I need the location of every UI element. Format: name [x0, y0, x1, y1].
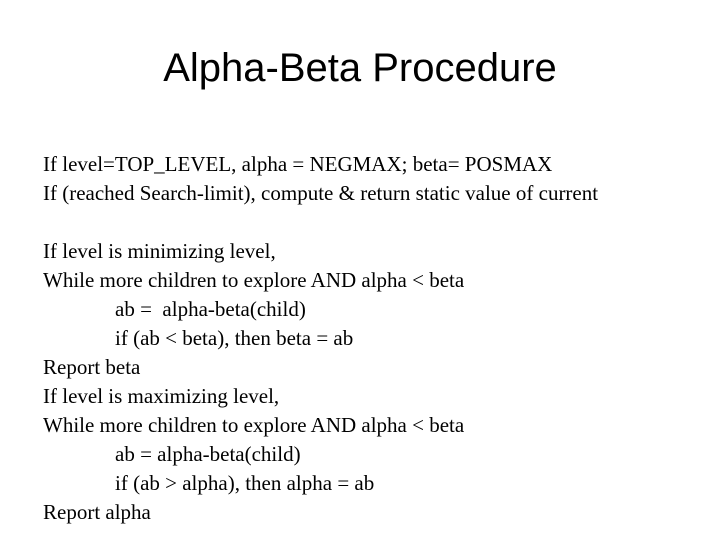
line-max-if: if (ab > alpha), then alpha = ab — [115, 471, 375, 495]
line-max-while: While more children to explore AND alpha < beta — [43, 413, 465, 437]
slide-body — [43, 150, 703, 527]
line-search-limit: If (reached Search-limit), compute & return static value of current — [43, 181, 599, 205]
blank-line — [43, 208, 703, 237]
line-min-if: if (ab < beta), then beta = ab — [115, 326, 354, 350]
line-min-while: While more children to explore AND alpha < beta — [43, 268, 465, 292]
line-max-level: If level is maximizing level, — [43, 384, 280, 408]
line-max-ab: ab = alpha-beta(child) — [115, 442, 301, 466]
line-min-ab: ab = alpha-beta(child) — [115, 297, 306, 321]
slide-title: Alpha-Beta Procedure — [163, 46, 557, 90]
line-report-alpha: Report alpha — [43, 500, 151, 524]
line-init: If level=TOP_LEVEL, alpha = NEGMAX; beta= POSMAX — [43, 152, 553, 176]
line-report-beta: Report beta — [43, 355, 141, 379]
line-min-level: If level is minimizing level, — [43, 239, 276, 263]
